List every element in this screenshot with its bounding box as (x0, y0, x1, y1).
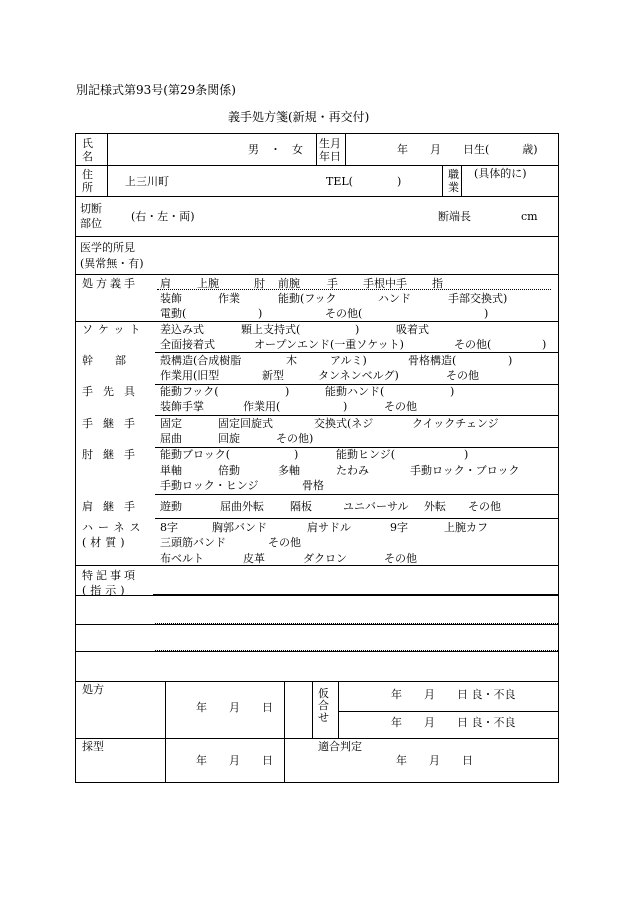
notes-instruction-label: (指示) (82, 584, 129, 597)
wrist-rotation[interactable]: 回旋 (218, 432, 240, 445)
elbow-single-axis[interactable]: 単軸 (160, 464, 182, 477)
terminal-cosmetic-palm[interactable]: 装飾手掌 (160, 400, 204, 413)
tel-field[interactable]: TEL( ) (326, 175, 402, 188)
harness-chest-strap[interactable]: 胸郭バンド (212, 521, 267, 534)
elbow-hinge-close: ) (464, 448, 469, 461)
harness-dacron[interactable]: ダクロン (303, 552, 347, 565)
rx-label: 処方義手 (82, 277, 138, 290)
judgment-date-field[interactable]: 年 月 日 (396, 754, 473, 767)
stump-length-label: 断端長 (438, 210, 471, 223)
rx-level-finger[interactable]: 指 (432, 277, 443, 290)
socket-supracondylar[interactable]: 顆上支持式( (241, 323, 301, 336)
terminal-hook[interactable]: 能動フック( (160, 385, 219, 398)
terminal-hook-close: ) (285, 385, 290, 398)
socket-supracondylar-close: ) (355, 323, 360, 336)
rx-level-elbow[interactable]: 肘 (254, 277, 265, 290)
notes-label: 特記事項 (82, 569, 138, 582)
terminal-other[interactable]: その他 (384, 400, 417, 413)
trunk-other[interactable]: その他 (446, 369, 479, 382)
stump-length-unit: cm (521, 210, 538, 223)
wrist-other[interactable]: その他) (276, 432, 314, 445)
shoulder-universal[interactable]: ユニバーサル (343, 500, 409, 513)
shoulder-bulkhead[interactable]: 隔板 (290, 500, 312, 513)
elbow-label: 肘継手 (82, 448, 145, 461)
trunk-work-new[interactable]: 新型 (262, 369, 284, 382)
rx-date-field[interactable]: 年 月 日 (196, 701, 273, 714)
socket-label: ソケット (82, 323, 146, 336)
harness-other[interactable]: その他 (268, 536, 301, 549)
findings-label-1: 医学的所見 (80, 241, 135, 254)
rx-level-forearm[interactable]: 前腕 (278, 277, 300, 290)
occupation-field[interactable]: (具体的に) (474, 167, 527, 180)
findings-label-2: (異常無・有) (80, 257, 144, 270)
name-label: 氏名 (82, 137, 93, 163)
rx-electric[interactable]: 電動( (160, 307, 187, 320)
trunk-aluminum[interactable]: アルミ) (330, 354, 367, 367)
notes-input-area[interactable] (76, 594, 558, 684)
socket-open-end[interactable]: オープンエンド(一重ソケット) (254, 338, 404, 351)
terminal-work-close: ) (343, 400, 348, 413)
harness-figure-9[interactable]: 9字 (390, 521, 408, 534)
rx-cosmetic[interactable]: 装飾 (160, 292, 182, 305)
rx-level-metacarpal[interactable]: 手根中手 (363, 277, 407, 290)
terminal-hand[interactable]: 能動ハンド( (325, 385, 385, 398)
wrist-quick-change[interactable]: クイックチェンジ (412, 417, 499, 430)
harness-upper-arm-cuff[interactable]: 上腕カフ (444, 521, 488, 534)
wrist-label: 手継手 (82, 417, 145, 430)
shoulder-other[interactable]: その他 (468, 500, 501, 513)
birth-date-field[interactable]: 年 月 日生( 歳) (397, 143, 538, 156)
rx-other-close: ) (484, 307, 489, 320)
terminal-hand-close: ) (450, 385, 455, 398)
rx-body-powered[interactable]: 能動(フック (278, 292, 337, 305)
terminal-label: 手先具 (82, 385, 145, 398)
amputation-label-2: 部位 (80, 217, 102, 230)
harness-shoulder-saddle[interactable]: 肩サドル (307, 521, 351, 534)
elbow-block[interactable]: 能動ブロック( (160, 448, 231, 461)
fitting-label: 仮合せ (318, 687, 329, 724)
socket-suction[interactable]: 吸着式 (396, 323, 429, 336)
harness-triceps-pad[interactable]: 三頭筋バンド (160, 536, 226, 549)
sex-options: 男 ・ 女 (248, 143, 303, 156)
form-title: 義手処方箋(新規・再交付) (228, 110, 370, 124)
birth-label: 生月年日 (319, 137, 341, 163)
rx-level-hand[interactable]: 手 (327, 277, 338, 290)
shoulder-flex-abduction[interactable]: 屈曲外転 (220, 500, 264, 513)
harness-fabric-belt[interactable]: 布ベルト (160, 552, 204, 565)
trunk-label: 幹 部 (82, 354, 126, 367)
wrist-fixed[interactable]: 固定 (160, 417, 182, 430)
shoulder-abduction[interactable]: 外転 (424, 500, 446, 513)
elbow-manual-lock-hinge[interactable]: 手動ロック・ヒンジ (160, 479, 259, 492)
rx-date-label: 処方 (82, 683, 104, 696)
rx-interchangeable[interactable]: 手部交換式) (448, 292, 508, 305)
trunk-endoskeletal[interactable]: 骨格構造( (408, 354, 457, 367)
trunk-work-old[interactable]: 作業用(旧型 (160, 369, 220, 382)
shoulder-free[interactable]: 遊動 (160, 500, 182, 513)
harness-material-label: (材質) (82, 536, 129, 549)
harness-label: ハーネス (82, 521, 146, 534)
judgment-label: 適合判定 (318, 740, 362, 753)
harness-material-other[interactable]: その他 (384, 552, 417, 565)
trunk-tannenberg[interactable]: タンネンベルグ) (318, 369, 399, 382)
terminal-work[interactable]: 作業用( (243, 400, 281, 413)
harness-figure-8[interactable]: 8字 (160, 521, 178, 534)
trunk-shell[interactable]: 殻構造(合成樹脂 (160, 354, 242, 367)
occupation-label: 職業 (448, 168, 459, 194)
socket-other-close: ) (542, 338, 547, 351)
cast-date-field[interactable]: 年 月 日 (196, 754, 273, 767)
form-reference: 別記様式第93号(第29条関係) (76, 83, 236, 97)
amputation-label-1: 切断 (80, 202, 102, 215)
cast-label: 採型 (82, 740, 104, 753)
wrist-interchangeable[interactable]: 交換式(ネジ (314, 417, 374, 430)
elbow-hinge[interactable]: 能動ヒンジ( (336, 448, 396, 461)
rx-work[interactable]: 作業 (218, 292, 240, 305)
rx-electric-close: ) (258, 307, 263, 320)
elbow-flexible[interactable]: たわみ (336, 464, 369, 477)
socket-plug[interactable]: 差込み式 (160, 323, 204, 336)
rx-hand[interactable]: ハンド (378, 292, 411, 305)
socket-total-contact[interactable]: 全面接着式 (160, 338, 215, 351)
trunk-endoskeletal-close: ) (508, 354, 513, 367)
elbow-endoskeletal[interactable]: 骨格 (302, 479, 324, 492)
address-field[interactable]: 上三川町 (125, 175, 169, 188)
fitting-date-1[interactable]: 年 月 日 良・不良 (391, 688, 516, 701)
shoulder-label: 肩継手 (82, 500, 145, 513)
harness-leather[interactable]: 皮革 (243, 552, 265, 565)
elbow-manual-lock-block[interactable]: 手動ロック・ブロック (410, 464, 520, 477)
socket-other[interactable]: その他( (454, 338, 492, 351)
wrist-flexion[interactable]: 屈曲 (160, 432, 182, 445)
elbow-step-up[interactable]: 倍動 (218, 464, 240, 477)
elbow-polycentric[interactable]: 多軸 (278, 464, 300, 477)
rx-level-upper-arm[interactable]: 上腕 (197, 277, 219, 290)
elbow-block-close: ) (294, 448, 299, 461)
prescription-form (75, 133, 559, 783)
rx-other[interactable]: その他( (325, 307, 363, 320)
amputation-side[interactable]: (右・左・両) (131, 210, 195, 223)
trunk-wood[interactable]: 木 (286, 354, 297, 367)
wrist-fixed-rotation[interactable]: 固定回旋式 (218, 417, 273, 430)
rx-level-shoulder[interactable]: 肩 (160, 277, 171, 290)
address-label: 住所 (82, 168, 93, 194)
fitting-date-2[interactable]: 年 月 日 良・不良 (391, 716, 516, 729)
